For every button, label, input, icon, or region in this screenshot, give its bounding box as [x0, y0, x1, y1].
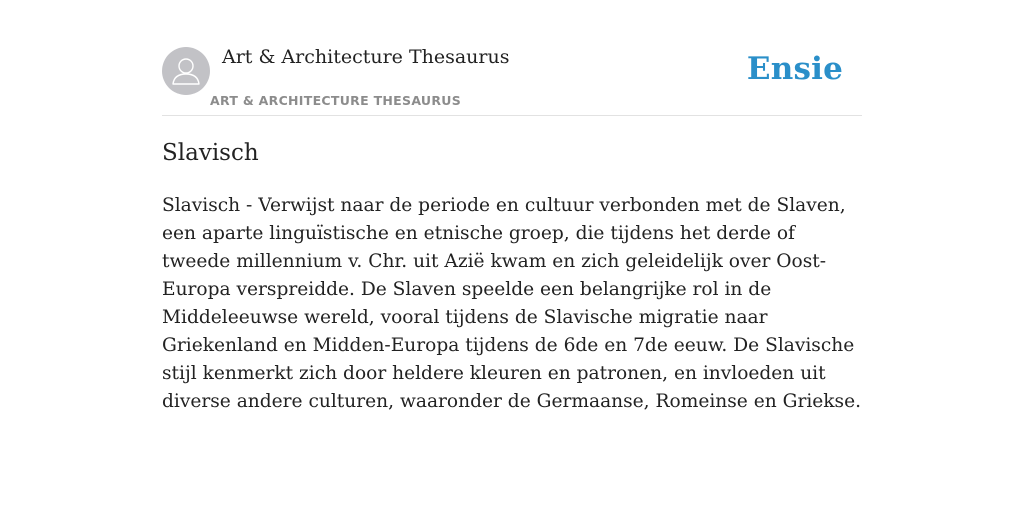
source-header — [162, 44, 862, 116]
page-title: Slavisch — [162, 140, 259, 166]
source-subtitle[interactable]: ART & ARCHITECTURE THESAURUS — [210, 93, 462, 108]
brand-logo[interactable]: Ensie — [746, 51, 843, 87]
definition-text: Slavisch - Verwijst naar de periode en cultuur verbonden met de Slaven, een aparte linguïstische en etnische groep, die tijdens het derde of tweede millennium v. Chr. uit Azië kwam en zich geleidelijk over Oost-Europa verspreidde. De Slaven speelde een belangrijke rol in de Middeleeuwse wereld, vooral tijdens de Slavische migratie naar Griekenland en Midden-Europa tijdens de 6de en 7de eeuw. De Slavische stijl kenmerkt zich door heldere kleuren en patronen, en invloeden uit diverse andere culturen, waaronder de Germaanse, Romeinse en Griekse. — [162, 195, 862, 412]
avatar[interactable] — [162, 47, 210, 95]
source-title[interactable]: Art & Architecture Thesaurus — [222, 46, 510, 68]
user-icon — [162, 47, 210, 95]
